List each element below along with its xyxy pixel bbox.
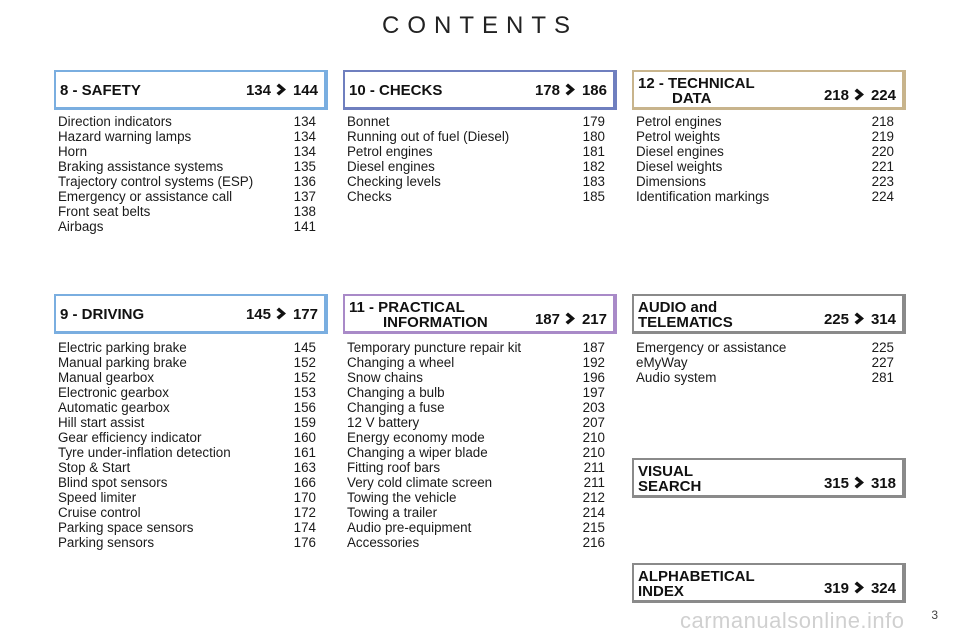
page-number: 3: [931, 608, 938, 622]
section-name: 8 - SAFETY: [60, 82, 141, 99]
section-audio-header[interactable]: [632, 294, 906, 334]
toc-entry-page: 207: [582, 415, 605, 430]
section-driving-list: [58, 340, 316, 550]
toc-entry[interactable]: [636, 355, 894, 370]
chevron-right-bold-icon: [852, 88, 868, 101]
toc-entry-label: Manual parking brake: [58, 355, 187, 370]
toc-entry-label: Airbags: [58, 219, 104, 234]
toc-entry[interactable]: [347, 460, 605, 475]
toc-entry-label: eMyWay: [636, 355, 688, 370]
page-title: CONTENTS: [382, 12, 578, 39]
toc-entry-page: 224: [871, 189, 894, 204]
toc-entry-label: Electric parking brake: [58, 340, 187, 355]
chevron-right-bold-icon: [852, 476, 868, 489]
toc-entry-label: Hill start assist: [58, 415, 145, 430]
toc-entry-label: 12 V battery: [347, 415, 420, 430]
toc-entry-label: Bonnet: [347, 114, 390, 129]
toc-entry[interactable]: [636, 370, 894, 385]
toc-entry[interactable]: [636, 159, 894, 174]
toc-entry[interactable]: [636, 174, 894, 189]
toc-entry-label: Braking assistance systems: [58, 159, 224, 174]
toc-entry[interactable]: [347, 475, 605, 490]
toc-entry[interactable]: [58, 505, 316, 520]
toc-entry-page: 187: [582, 340, 605, 355]
toc-entry-page: 214: [582, 505, 605, 520]
toc-entry-label: Tyre under-inflation detection: [58, 445, 231, 460]
toc-entry-label: Gear efficiency indicator: [58, 430, 202, 445]
section-visual-search-header[interactable]: [632, 458, 906, 498]
toc-entry-label: Manual gearbox: [58, 370, 155, 385]
toc-entry[interactable]: [58, 355, 316, 370]
section-name: 11 - PRACTICAL INFORMATION: [349, 299, 488, 331]
toc-entry[interactable]: [58, 535, 316, 550]
watermark: carmanualsonline.info: [680, 608, 905, 633]
toc-entry-page: 152: [293, 370, 316, 385]
toc-entry-label: Running out of fuel (Diesel): [347, 129, 510, 144]
toc-entry-page: 141: [293, 219, 316, 234]
toc-entry-page: 216: [582, 535, 605, 550]
toc-entry[interactable]: [347, 340, 605, 355]
toc-entry[interactable]: [58, 490, 316, 505]
toc-entry-label: Petrol engines: [636, 114, 722, 129]
toc-entry[interactable]: [58, 174, 316, 189]
toc-entry-page: 196: [582, 370, 605, 385]
toc-entry-label: Fitting roof bars: [347, 460, 441, 475]
toc-entry-label: Changing a wheel: [347, 355, 455, 370]
toc-entry-label: Parking sensors: [58, 535, 155, 550]
toc-entry-label: Dimensions: [636, 174, 706, 189]
toc-entry-page: 227: [871, 355, 894, 370]
toc-entry-label: Direction indicators: [58, 114, 172, 129]
toc-entry[interactable]: [636, 129, 894, 144]
toc-entry-label: Checks: [347, 189, 392, 204]
toc-entry-page: 163: [293, 460, 316, 475]
toc-entry[interactable]: [58, 204, 316, 219]
toc-entry-label: Automatic gearbox: [58, 400, 170, 415]
toc-entry[interactable]: [58, 340, 316, 355]
toc-entry[interactable]: [58, 520, 316, 535]
chevron-right-bold-icon: [852, 581, 868, 594]
toc-entry-label: Very cold climate screen: [347, 475, 493, 490]
toc-entry[interactable]: [347, 490, 605, 505]
toc-entry-page: 183: [582, 174, 605, 189]
toc-entry-page: 210: [582, 445, 605, 460]
toc-entry-label: Changing a wiper blade: [347, 445, 488, 460]
page-range: 134 144: [245, 82, 318, 99]
toc-entry-page: 138: [293, 204, 316, 219]
toc-entry-label: Changing a fuse: [347, 400, 445, 415]
toc-entry[interactable]: [347, 385, 605, 400]
toc-entry-page: 134: [293, 114, 316, 129]
page-range: 178 186: [534, 82, 607, 99]
section-name: VISUAL SEARCH: [638, 463, 702, 495]
toc-entry-label: Electronic gearbox: [58, 385, 169, 400]
toc-entry-label: Parking space sensors: [58, 520, 194, 535]
toc-entry[interactable]: [58, 159, 316, 174]
section-name: ALPHABETICAL INDEX: [638, 568, 755, 600]
toc-entry-label: Audio system: [636, 370, 717, 385]
toc-entry-label: Stop & Start: [58, 460, 131, 475]
chevron-right-bold-icon: [852, 312, 868, 325]
toc-entry[interactable]: [58, 460, 316, 475]
toc-entry-page: 166: [293, 475, 316, 490]
toc-entry-label: Cruise control: [58, 505, 141, 520]
section-audio-list: [636, 340, 894, 385]
toc-entry[interactable]: [347, 114, 605, 129]
toc-entry-page: 136: [293, 174, 316, 189]
toc-entry[interactable]: [636, 144, 894, 159]
section-name: 12 - TECHNICAL DATA: [638, 75, 755, 107]
toc-entry-label: Speed limiter: [58, 490, 137, 505]
section-safety-list: [58, 114, 316, 234]
toc-entry-page: 215: [582, 520, 605, 535]
toc-entry[interactable]: [347, 159, 605, 174]
section-checks-header[interactable]: [343, 70, 617, 110]
toc-entry-page: 182: [582, 159, 605, 174]
section-name: 10 - CHECKS: [349, 82, 443, 99]
toc-entry-label: Diesel engines: [347, 159, 435, 174]
toc-entry[interactable]: [58, 129, 316, 144]
toc-entry[interactable]: [347, 445, 605, 460]
toc-entry-page: 220: [871, 144, 894, 159]
page-range: 319 324: [823, 580, 896, 597]
toc-entry[interactable]: [58, 385, 316, 400]
toc-entry-page: 211: [583, 475, 605, 490]
toc-entry-page: 134: [293, 129, 316, 144]
section-driving-header[interactable]: [54, 294, 328, 334]
toc-entry-label: Energy economy mode: [347, 430, 485, 445]
page-range: 145 177: [245, 306, 318, 323]
chevron-right-bold-icon: [563, 312, 579, 325]
toc-entry[interactable]: [347, 144, 605, 159]
toc-entry-page: 135: [293, 159, 316, 174]
toc-entry-page: 211: [583, 460, 605, 475]
toc-entry-label: Audio pre-equipment: [347, 520, 472, 535]
toc-entry[interactable]: [58, 400, 316, 415]
chevron-right-bold-icon: [274, 83, 290, 96]
toc-entry-label: Front seat belts: [58, 204, 151, 219]
toc-entry[interactable]: [58, 415, 316, 430]
section-name: AUDIO and TELEMATICS: [638, 299, 733, 331]
toc-entry[interactable]: [636, 189, 894, 204]
toc-entry[interactable]: [347, 129, 605, 144]
toc-entry[interactable]: [58, 219, 316, 234]
toc-entry-label: Identification markings: [636, 189, 770, 204]
toc-entry-page: 281: [871, 370, 894, 385]
chevron-right-bold-icon: [274, 307, 290, 320]
toc-entry-label: Blind spot sensors: [58, 475, 168, 490]
toc-entry-page: 181: [582, 144, 605, 159]
toc-entry-page: 185: [582, 189, 605, 204]
toc-entry-label: Temporary puncture repair kit: [347, 340, 522, 355]
toc-entry[interactable]: [347, 505, 605, 520]
toc-entry-page: 223: [871, 174, 894, 189]
toc-entry[interactable]: [347, 400, 605, 415]
toc-entry-page: 176: [293, 535, 316, 550]
toc-entry[interactable]: [58, 114, 316, 129]
toc-entry-page: 212: [582, 490, 605, 505]
section-technical-list: [636, 114, 894, 204]
toc-entry[interactable]: [347, 520, 605, 535]
page-range: 187 217: [534, 311, 607, 328]
toc-entry-page: 134: [293, 144, 316, 159]
toc-entry[interactable]: [347, 430, 605, 445]
toc-entry-page: 203: [582, 400, 605, 415]
toc-entry-label: Checking levels: [347, 174, 441, 189]
section-practical-header[interactable]: [343, 294, 617, 334]
toc-entry[interactable]: [347, 189, 605, 204]
toc-entry[interactable]: [58, 445, 316, 460]
toc-entry-label: Hazard warning lamps: [58, 129, 192, 144]
toc-entry-label: Petrol weights: [636, 129, 721, 144]
toc-entry-label: Emergency or assistance: [636, 340, 787, 355]
toc-entry-label: Towing a trailer: [347, 505, 438, 520]
toc-entry-label: Changing a bulb: [347, 385, 445, 400]
section-alphabetical-index-header[interactable]: [632, 563, 906, 603]
toc-entry-page: 192: [582, 355, 605, 370]
section-technical-header[interactable]: [632, 70, 906, 110]
toc-entry-label: Snow chains: [347, 370, 423, 385]
page-range: 315 318: [823, 475, 896, 492]
toc-entry[interactable]: [347, 355, 605, 370]
toc-entry[interactable]: [347, 415, 605, 430]
chevron-right-bold-icon: [563, 83, 579, 96]
toc-entry-page: 160: [293, 430, 316, 445]
toc-entry-label: Petrol engines: [347, 144, 433, 159]
toc-entry-page: 172: [293, 505, 316, 520]
toc-entry[interactable]: [347, 535, 605, 550]
toc-entry[interactable]: [58, 370, 316, 385]
toc-entry[interactable]: [58, 144, 316, 159]
section-safety-header[interactable]: [54, 70, 328, 110]
toc-entry-label: Accessories: [347, 535, 420, 550]
section-checks-list: [347, 114, 605, 204]
toc-entry[interactable]: [347, 370, 605, 385]
toc-entry-page: 145: [293, 340, 316, 355]
toc-entry-page: 170: [293, 490, 316, 505]
toc-entry-page: 180: [582, 129, 605, 144]
toc-entry-page: 179: [582, 114, 605, 129]
toc-entry-label: Diesel engines: [636, 144, 724, 159]
toc-entry-label: Emergency or assistance call: [58, 189, 233, 204]
toc-entry-page: 210: [582, 430, 605, 445]
page-range: 225 314: [823, 311, 896, 328]
toc-entry-page: 159: [293, 415, 316, 430]
section-name: 9 - DRIVING: [60, 306, 145, 323]
toc-entry-page: 218: [871, 114, 894, 129]
toc-entry-page: 174: [293, 520, 316, 535]
toc-entry-page: 221: [871, 159, 894, 174]
section-practical-list: [347, 340, 605, 550]
toc-entry-page: 156: [293, 400, 316, 415]
toc-entry[interactable]: [58, 189, 316, 204]
toc-entry-page: 152: [293, 355, 316, 370]
page-range: 218 224: [823, 87, 896, 104]
toc-entry[interactable]: [636, 114, 894, 129]
toc-entry-page: 219: [871, 129, 894, 144]
toc-entry[interactable]: [58, 430, 316, 445]
toc-entry[interactable]: [636, 340, 894, 355]
toc-entry-page: 137: [293, 189, 316, 204]
toc-entry[interactable]: [347, 174, 605, 189]
toc-entry-page: 153: [293, 385, 316, 400]
toc-entry-label: Horn: [58, 144, 88, 159]
toc-entry-label: Towing the vehicle: [347, 490, 457, 505]
toc-entry[interactable]: [58, 475, 316, 490]
toc-entry-page: 225: [871, 340, 894, 355]
toc-entry-page: 161: [293, 445, 316, 460]
toc-entry-label: Trajectory control systems (ESP): [58, 174, 254, 189]
toc-entry-label: Diesel weights: [636, 159, 723, 174]
toc-entry-page: 197: [582, 385, 605, 400]
